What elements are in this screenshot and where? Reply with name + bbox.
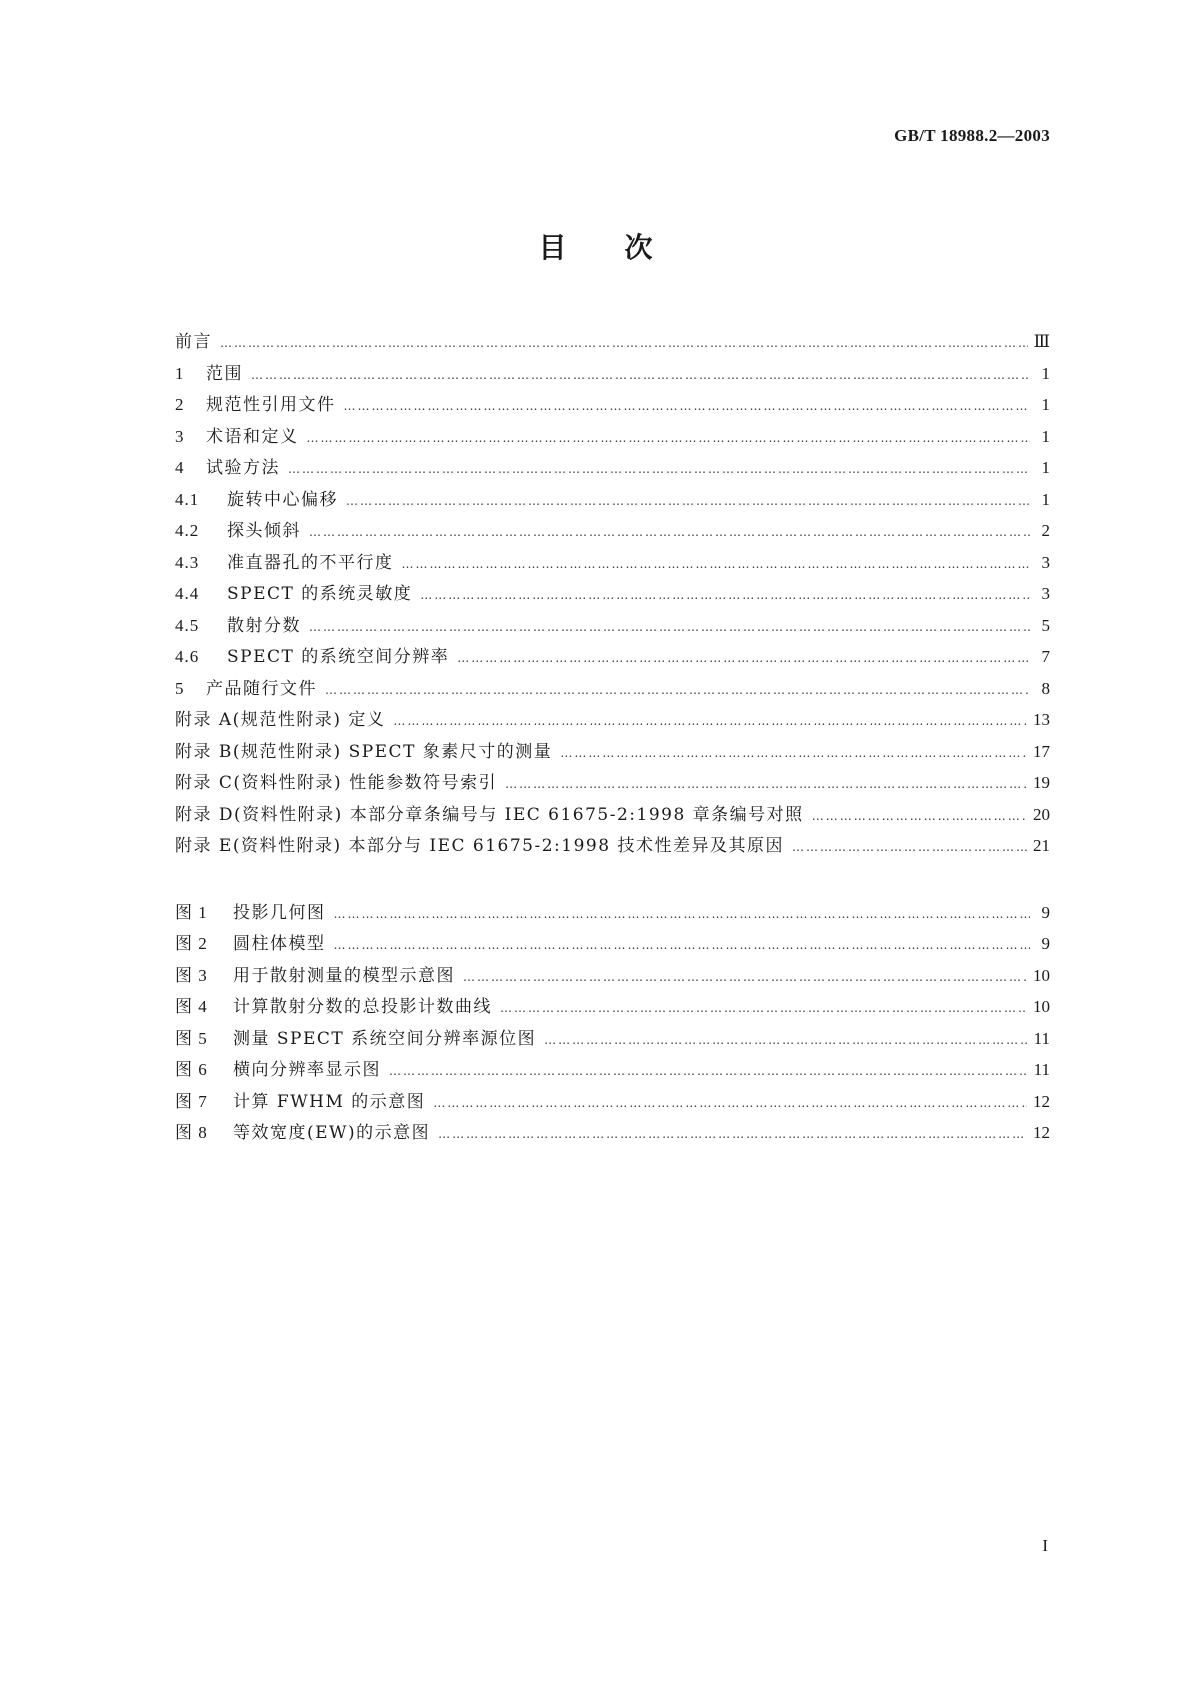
toc-entry-number: 4.6 — [175, 647, 200, 666]
toc-entry-number: 图 5 — [175, 1028, 208, 1048]
toc-entry[interactable] — [175, 610, 1050, 642]
page-title — [0, 226, 1191, 266]
toc-entry[interactable] — [175, 960, 1050, 992]
toc-entry-title: 等效宽度(EW)的示意图 — [233, 1123, 431, 1143]
toc-entry-title: 用于散射测量的模型示意图 — [233, 965, 455, 986]
toc-entry-page: 5 — [1041, 615, 1050, 635]
toc-entry-title: 计算散射分数的总投影计数曲线 — [233, 997, 492, 1017]
toc-entry-title: 探头倾斜 — [227, 521, 301, 541]
toc-entry[interactable] — [175, 547, 1050, 579]
toc-entry-number: 5 — [175, 678, 185, 698]
toc-entry-title: 横向分辨率显示图 — [233, 1060, 381, 1080]
toc-entry-page: 3 — [1041, 552, 1050, 572]
toc-entry[interactable] — [175, 799, 1050, 831]
toc-entry-number: 图 6 — [175, 1060, 208, 1079]
toc-entry[interactable] — [175, 1054, 1050, 1086]
toc-entry-number: 4.5 — [175, 615, 200, 635]
toc-entry-title: 计算 FWHM 的示意图 — [233, 1091, 426, 1112]
toc-entry-title: 测量 SPECT 系统空间分辨率源位图 — [233, 1028, 537, 1049]
standard-code: GB/T 18988.2—2003 — [894, 126, 1050, 145]
dot-leader — [402, 549, 1031, 581]
dot-leader — [812, 801, 1027, 833]
toc-entry-page: 3 — [1041, 584, 1050, 603]
toc-entry-page: Ⅲ — [1033, 332, 1050, 351]
toc-entry-page: 10 — [1033, 965, 1050, 985]
dot-leader — [344, 391, 1031, 423]
toc-entry-title: 圆柱体模型 — [233, 934, 326, 954]
toc-entry[interactable] — [175, 673, 1050, 705]
page-number: I — [1042, 1536, 1048, 1555]
toc-entry-page: 12 — [1033, 1091, 1050, 1111]
toc-entry-page: 17 — [1033, 741, 1050, 761]
toc-entry-page: 21 — [1033, 836, 1050, 855]
dot-leader — [389, 1056, 1028, 1088]
toc-entry-page: 1 — [1041, 363, 1050, 383]
toc-entry-title: SPECT 的系统灵敏度 — [227, 584, 413, 604]
toc-entry[interactable] — [175, 991, 1050, 1023]
toc-entry[interactable] — [175, 897, 1050, 929]
dot-leader — [433, 1088, 1027, 1120]
dot-leader — [438, 1119, 1027, 1151]
toc-entry-title: 散射分数 — [227, 615, 301, 636]
toc-entry-title: 术语和定义 — [206, 426, 299, 447]
toc-entry-page: 2 — [1041, 521, 1050, 540]
toc-entry[interactable] — [175, 389, 1050, 421]
toc-entry-page: 1 — [1041, 458, 1050, 477]
toc-entry-title: 旋转中心偏移 — [227, 489, 338, 510]
toc-entry[interactable] — [175, 830, 1050, 862]
toc-entry[interactable] — [175, 928, 1050, 960]
toc-entry-number: 4 — [175, 458, 185, 477]
toc-entry-page: 7 — [1041, 647, 1050, 666]
toc-entry-title: SPECT 的系统空间分辨率 — [227, 647, 450, 667]
toc-entry-title: 附录 A(规范性附录) 定义 — [175, 710, 386, 730]
toc-entry-title: 规范性引用文件 — [206, 395, 336, 415]
dot-leader — [505, 769, 1027, 801]
dot-leader — [334, 930, 1031, 962]
toc-entry-number: 4.1 — [175, 489, 200, 509]
toc-entry-number: 4.4 — [175, 584, 200, 603]
dot-leader — [288, 454, 1030, 486]
toc-entry-page: 1 — [1041, 489, 1050, 509]
toc-entry-number: 图 8 — [175, 1123, 208, 1142]
dot-leader — [560, 738, 1027, 770]
dot-leader — [346, 486, 1030, 518]
dot-leader — [307, 423, 1031, 455]
toc-entry-page: 1 — [1041, 395, 1050, 414]
toc-entry-page: 8 — [1041, 678, 1050, 698]
toc-entry-number: 图 7 — [175, 1091, 208, 1111]
toc-entry-page: 11 — [1033, 1028, 1050, 1048]
dot-leader — [309, 612, 1030, 644]
toc-entry-number: 图 1 — [175, 902, 208, 922]
dot-leader — [544, 1025, 1027, 1057]
dot-leader — [792, 832, 1027, 864]
toc-entry-number: 图 2 — [175, 934, 208, 953]
toc-entry[interactable] — [175, 578, 1050, 610]
toc-entry-page: 13 — [1033, 710, 1050, 729]
toc-entry[interactable] — [175, 421, 1050, 453]
toc-entry-number: 3 — [175, 426, 185, 446]
dot-leader — [463, 962, 1027, 994]
toc-entry[interactable] — [175, 358, 1050, 390]
toc-entry-title: 范围 — [206, 363, 243, 384]
dot-leader — [309, 517, 1030, 549]
toc-entry-number: 4.2 — [175, 521, 200, 540]
toc-entry[interactable] — [175, 767, 1050, 799]
toc-entry-page: 9 — [1041, 902, 1050, 922]
toc-entry[interactable] — [175, 326, 1050, 358]
toc-entry-page: 19 — [1033, 773, 1050, 792]
dot-leader — [334, 899, 1031, 931]
dot-leader — [220, 328, 1028, 360]
toc-entry-title: 前言 — [175, 332, 212, 352]
toc-entry-number: 2 — [175, 395, 185, 414]
toc-entry-title: 产品随行文件 — [206, 678, 317, 699]
toc-entry-page: 9 — [1041, 934, 1050, 953]
dot-leader — [420, 580, 1030, 612]
toc-entry-title: 试验方法 — [206, 458, 280, 478]
toc-entry[interactable] — [175, 641, 1050, 673]
toc-entry-number: 图 3 — [175, 965, 208, 985]
toc-entry-title: 准直器孔的不平行度 — [227, 552, 394, 573]
toc-entry-title: 附录 D(资料性附录) 本部分章条编号与 IEC 61675-2:1998 章条编号对照 — [175, 804, 804, 825]
toc-entry[interactable] — [175, 1117, 1050, 1149]
dot-leader — [500, 993, 1027, 1025]
toc-entry[interactable] — [175, 484, 1050, 516]
toc-entry-number: 4.3 — [175, 552, 200, 572]
toc-entry-page: 12 — [1033, 1123, 1050, 1142]
title-char-left: 目 — [538, 231, 567, 264]
toc-entry[interactable] — [175, 1086, 1050, 1118]
toc-sections — [175, 326, 1050, 862]
toc-entry-page: 1 — [1041, 426, 1050, 446]
toc-entry-title: 附录 B(规范性附录) SPECT 象素尺寸的测量 — [175, 741, 553, 762]
toc-entry-page: 11 — [1033, 1060, 1050, 1079]
toc-entry[interactable] — [175, 704, 1050, 736]
toc-figures — [175, 897, 1050, 1149]
toc-entry-title: 附录 E(资料性附录) 本部分与 IEC 61675-2:1998 技术性差异及其原因 — [175, 836, 784, 856]
table-of-contents — [175, 326, 1050, 1149]
toc-entry[interactable] — [175, 1023, 1050, 1055]
toc-entry-title: 投影几何图 — [233, 902, 326, 923]
toc-entry-number: 图 4 — [175, 997, 208, 1016]
title-char-right: 次 — [624, 231, 653, 264]
toc-entry[interactable] — [175, 452, 1050, 484]
dot-leader — [325, 675, 1030, 707]
toc-entry-number: 1 — [175, 363, 185, 383]
dot-leader — [393, 706, 1027, 738]
dot-leader — [251, 360, 1030, 392]
dot-leader — [457, 643, 1030, 675]
toc-entry[interactable] — [175, 736, 1050, 768]
toc-entry-page: 20 — [1033, 804, 1050, 824]
toc-entry[interactable] — [175, 515, 1050, 547]
toc-entry-title: 附录 C(资料性附录) 性能参数符号索引 — [175, 773, 498, 793]
toc-entry-page: 10 — [1033, 997, 1050, 1016]
